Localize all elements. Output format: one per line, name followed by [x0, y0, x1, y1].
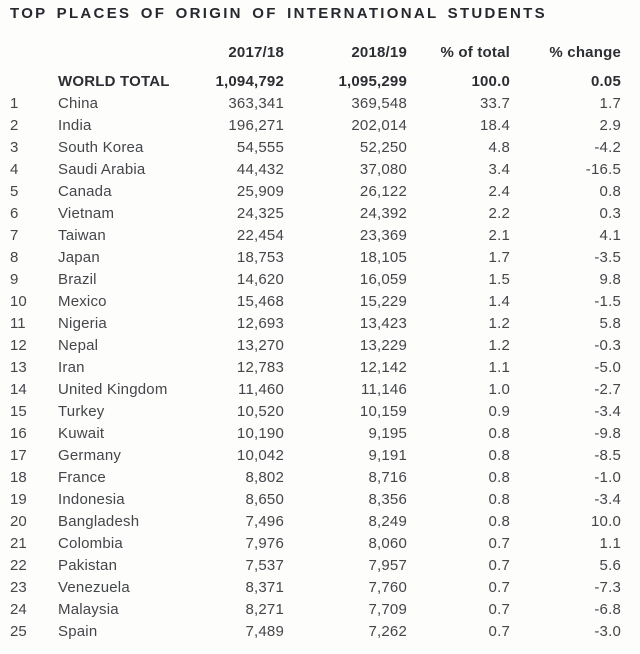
- count-2018-19-cell: 9,195: [368, 424, 407, 442]
- rank-cell: 10: [10, 292, 27, 310]
- count-2018-19-cell: 26,122: [359, 182, 407, 200]
- table-row: [0, 576, 640, 598]
- count-2017-18-cell: 18,753: [236, 248, 284, 266]
- count-2017-18-cell: 44,432: [236, 160, 284, 178]
- rank-cell: 8: [10, 248, 19, 266]
- count-2017-18-cell: 7,489: [245, 622, 284, 640]
- table-row: [0, 334, 640, 356]
- table-row: [0, 422, 640, 444]
- pct-of-total-cell: 1.7: [488, 248, 510, 266]
- rank-cell: 16: [10, 424, 27, 442]
- place-cell: South Korea: [58, 138, 144, 156]
- place-cell: Colombia: [58, 534, 123, 552]
- pct-change-cell: 1.7: [599, 94, 621, 112]
- count-2018-19-cell: 12,142: [359, 358, 407, 376]
- table-row: [0, 356, 640, 378]
- pct-of-total-cell: 0.7: [488, 600, 510, 618]
- table-row: [0, 466, 640, 488]
- place-cell: Pakistan: [58, 556, 118, 574]
- pct-change-cell: -8.5: [594, 446, 621, 464]
- count-2018-19-cell: 11,146: [361, 380, 407, 398]
- pct-of-total-cell: 4.8: [488, 138, 510, 156]
- pct-of-total-cell: 0.7: [488, 622, 510, 640]
- world-total-row: [0, 70, 640, 92]
- pct-of-total-cell: 1.1: [488, 358, 510, 376]
- count-2017-18-cell: 1,094,792: [215, 72, 284, 90]
- rank-cell: 20: [10, 512, 27, 530]
- count-2017-18-cell: 8,802: [245, 468, 284, 486]
- count-2018-19-cell: 202,014: [351, 116, 407, 134]
- rank-cell: 12: [10, 336, 27, 354]
- count-2018-19-cell: 16,059: [359, 270, 407, 288]
- count-2017-18-cell: 13,270: [236, 336, 284, 354]
- rank-cell: 15: [10, 402, 27, 420]
- table-row: [0, 488, 640, 510]
- pct-change-cell: -4.2: [594, 138, 621, 156]
- rank-cell: 13: [10, 358, 27, 376]
- pct-of-total-cell: 33.7: [480, 94, 510, 112]
- pct-of-total-cell: 1.5: [488, 270, 510, 288]
- pct-change-cell: 5.6: [599, 556, 621, 574]
- pct-of-total-cell: 100.0: [471, 72, 510, 90]
- table-row: [0, 268, 640, 290]
- table-row: [0, 136, 640, 158]
- count-2017-18-cell: 10,190: [236, 424, 284, 442]
- place-cell: Bangladesh: [58, 512, 140, 530]
- rank-cell: 22: [10, 556, 27, 574]
- pct-of-total-cell: 0.8: [488, 512, 510, 530]
- pct-change-cell: 0.05: [591, 72, 621, 90]
- count-2017-18-cell: 7,496: [245, 512, 284, 530]
- table-row: [0, 158, 640, 180]
- pct-change-cell: -5.0: [594, 358, 621, 376]
- place-cell: France: [58, 468, 106, 486]
- pct-of-total-cell: 1.0: [488, 380, 510, 398]
- table-row: [0, 598, 640, 620]
- col-header-pct-of-total: % of total: [440, 43, 510, 61]
- pct-change-cell: 10.0: [591, 512, 621, 530]
- count-2018-19-cell: 52,250: [359, 138, 407, 156]
- count-2017-18-cell: 8,650: [245, 490, 284, 508]
- count-2017-18-cell: 363,341: [228, 94, 284, 112]
- count-2018-19-cell: 7,760: [368, 578, 407, 596]
- place-cell: Taiwan: [58, 226, 106, 244]
- count-2018-19-cell: 23,369: [359, 226, 407, 244]
- pct-of-total-cell: 0.8: [488, 468, 510, 486]
- place-cell: Mexico: [58, 292, 107, 310]
- pct-change-cell: -3.4: [594, 490, 621, 508]
- pct-of-total-cell: 2.2: [488, 204, 510, 222]
- rank-cell: 19: [10, 490, 27, 508]
- table-row: [0, 224, 640, 246]
- place-cell: Iran: [58, 358, 85, 376]
- count-2017-18-cell: 196,271: [228, 116, 284, 134]
- count-2018-19-cell: 369,548: [351, 94, 407, 112]
- place-cell: India: [58, 116, 92, 134]
- table-row: [0, 444, 640, 466]
- count-2017-18-cell: 24,325: [236, 204, 284, 222]
- place-cell: China: [58, 94, 99, 112]
- count-2018-19-cell: 7,957: [368, 556, 407, 574]
- place-cell: WORLD TOTAL: [58, 72, 170, 90]
- count-2018-19-cell: 13,229: [359, 336, 407, 354]
- pct-of-total-cell: 1.2: [488, 314, 510, 332]
- rank-cell: 14: [10, 380, 27, 398]
- count-2018-19-cell: 37,080: [359, 160, 407, 178]
- table-row: [0, 620, 640, 642]
- count-2017-18-cell: 11,460: [238, 380, 284, 398]
- place-cell: Nepal: [58, 336, 99, 354]
- place-cell: Japan: [58, 248, 100, 266]
- pct-of-total-cell: 18.4: [480, 116, 510, 134]
- pct-of-total-cell: 0.7: [488, 534, 510, 552]
- table-row: [0, 510, 640, 532]
- table-body: [0, 92, 640, 642]
- place-cell: Vietnam: [58, 204, 115, 222]
- table-row: [0, 290, 640, 312]
- table-row: [0, 400, 640, 422]
- count-2018-19-cell: 8,716: [368, 468, 407, 486]
- rank-cell: 11: [10, 314, 26, 332]
- pct-of-total-cell: 2.1: [488, 226, 510, 244]
- place-cell: Malaysia: [58, 600, 119, 618]
- count-2017-18-cell: 15,468: [236, 292, 284, 310]
- pct-change-cell: -6.8: [594, 600, 621, 618]
- pct-change-cell: 0.3: [599, 204, 621, 222]
- place-cell: United Kingdom: [58, 380, 168, 398]
- rank-cell: 24: [10, 600, 27, 618]
- table-header-row: [0, 41, 640, 63]
- pct-of-total-cell: 0.7: [488, 556, 510, 574]
- count-2018-19-cell: 1,095,299: [338, 72, 407, 90]
- place-cell: Saudi Arabia: [58, 160, 146, 178]
- table-row: [0, 92, 640, 114]
- table-row: [0, 180, 640, 202]
- pct-change-cell: -2.7: [594, 380, 621, 398]
- pct-of-total-cell: 0.7: [488, 578, 510, 596]
- table-row: [0, 554, 640, 576]
- pct-change-cell: -3.0: [594, 622, 621, 640]
- count-2018-19-cell: 13,423: [359, 314, 407, 332]
- pct-change-cell: -16.5: [585, 160, 621, 178]
- rank-cell: 5: [10, 182, 19, 200]
- count-2017-18-cell: 14,620: [236, 270, 284, 288]
- count-2017-18-cell: 12,693: [236, 314, 284, 332]
- pct-change-cell: -9.8: [594, 424, 621, 442]
- pct-of-total-cell: 0.8: [488, 424, 510, 442]
- place-cell: Nigeria: [58, 314, 107, 332]
- place-cell: Turkey: [58, 402, 105, 420]
- table-row: [0, 114, 640, 136]
- place-cell: Germany: [58, 446, 122, 464]
- rank-cell: 25: [10, 622, 27, 640]
- col-header-2017-18: 2017/18: [228, 43, 284, 61]
- rank-cell: 17: [10, 446, 27, 464]
- pct-change-cell: -1.0: [594, 468, 621, 486]
- rank-cell: 9: [10, 270, 19, 288]
- count-2017-18-cell: 8,371: [245, 578, 284, 596]
- table-row: [0, 532, 640, 554]
- pct-change-cell: 4.1: [599, 226, 621, 244]
- count-2018-19-cell: 18,105: [359, 248, 407, 266]
- pct-change-cell: -7.3: [594, 578, 621, 596]
- count-2017-18-cell: 12,783: [236, 358, 284, 376]
- rank-cell: 1: [10, 94, 19, 112]
- count-2018-19-cell: 7,262: [368, 622, 407, 640]
- pct-change-cell: 1.1: [599, 534, 621, 552]
- pct-change-cell: -0.3: [594, 336, 621, 354]
- international-students-table-page: [0, 5, 640, 654]
- rank-cell: 3: [10, 138, 19, 156]
- pct-of-total-cell: 0.9: [488, 402, 510, 420]
- count-2017-18-cell: 7,976: [245, 534, 284, 552]
- count-2017-18-cell: 7,537: [245, 556, 284, 574]
- pct-of-total-cell: 2.4: [488, 182, 510, 200]
- count-2018-19-cell: 8,249: [368, 512, 407, 530]
- place-cell: Canada: [58, 182, 112, 200]
- col-header-pct-change: % change: [549, 43, 621, 61]
- pct-of-total-cell: 0.8: [488, 446, 510, 464]
- count-2017-18-cell: 22,454: [236, 226, 284, 244]
- table-row: [0, 246, 640, 268]
- rank-cell: 23: [10, 578, 27, 596]
- place-cell: Spain: [58, 622, 98, 640]
- rank-cell: 4: [10, 160, 19, 178]
- pct-change-cell: -1.5: [594, 292, 621, 310]
- count-2018-19-cell: 24,392: [359, 204, 407, 222]
- count-2017-18-cell: 54,555: [236, 138, 284, 156]
- place-cell: Kuwait: [58, 424, 105, 442]
- pct-of-total-cell: 1.4: [488, 292, 510, 310]
- pct-change-cell: 9.8: [599, 270, 621, 288]
- rank-cell: 6: [10, 204, 19, 222]
- count-2018-19-cell: 10,159: [359, 402, 407, 420]
- count-2018-19-cell: 9,191: [368, 446, 407, 464]
- pct-change-cell: -3.5: [594, 248, 621, 266]
- rank-cell: 18: [10, 468, 27, 486]
- count-2018-19-cell: 7,709: [368, 600, 407, 618]
- table-row: [0, 378, 640, 400]
- rank-cell: 21: [10, 534, 27, 552]
- table-row: [0, 312, 640, 334]
- count-2017-18-cell: 10,042: [236, 446, 284, 464]
- place-cell: Indonesia: [58, 490, 125, 508]
- count-2018-19-cell: 15,229: [359, 292, 407, 310]
- origin-table: [0, 41, 640, 642]
- count-2017-18-cell: 10,520: [236, 402, 284, 420]
- col-header-2018-19: 2018/19: [351, 43, 407, 61]
- count-2018-19-cell: 8,356: [368, 490, 407, 508]
- pct-change-cell: 2.9: [599, 116, 621, 134]
- table-row: [0, 202, 640, 224]
- pct-change-cell: 0.8: [599, 182, 621, 200]
- place-cell: Brazil: [58, 270, 97, 288]
- pct-change-cell: -3.4: [594, 402, 621, 420]
- page-title: TOP PLACES OF ORIGIN OF INTERNATIONAL STUDENTS: [10, 5, 547, 22]
- pct-of-total-cell: 0.8: [488, 490, 510, 508]
- rank-cell: 7: [10, 226, 19, 244]
- count-2017-18-cell: 8,271: [245, 600, 284, 618]
- pct-change-cell: 5.8: [599, 314, 621, 332]
- count-2017-18-cell: 25,909: [236, 182, 284, 200]
- pct-of-total-cell: 1.2: [488, 336, 510, 354]
- place-cell: Venezuela: [58, 578, 130, 596]
- rank-cell: 2: [10, 116, 19, 134]
- count-2018-19-cell: 8,060: [368, 534, 407, 552]
- pct-of-total-cell: 3.4: [488, 160, 510, 178]
